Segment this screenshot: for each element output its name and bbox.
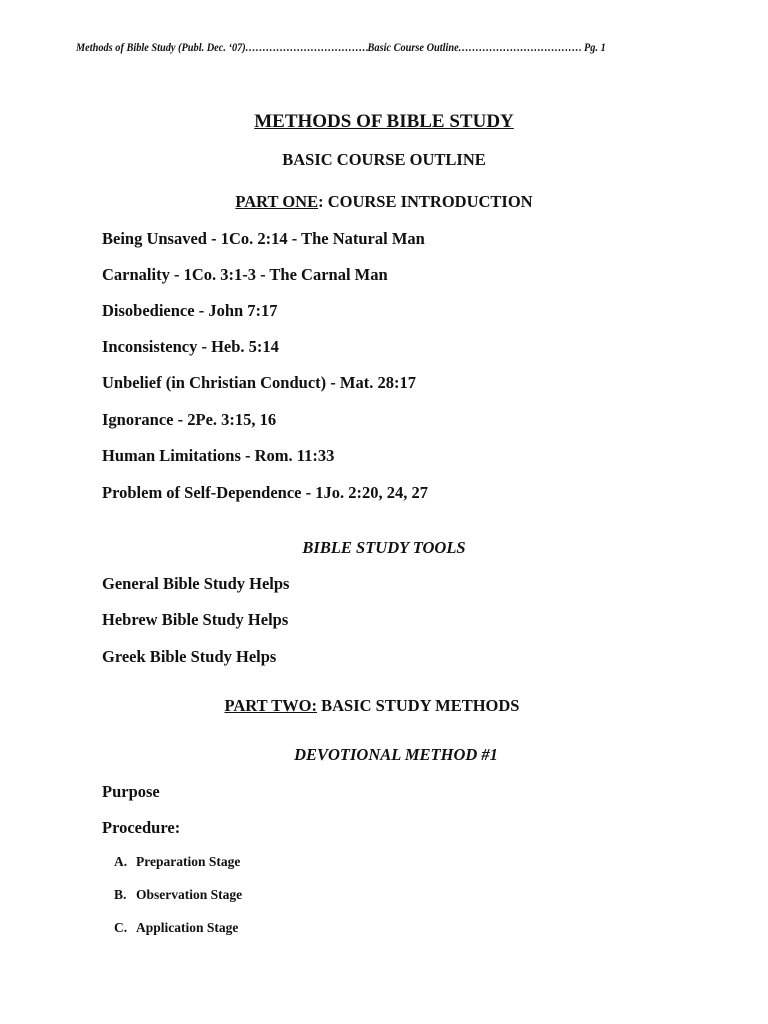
document-subtitle: BASIC COURSE OUTLINE	[282, 150, 486, 169]
item-text: Disobedience - John 7:17	[102, 301, 278, 320]
sub-item-text: Preparation Stage	[136, 854, 241, 869]
item-text: Unbelief (in Christian Conduct) - Mat. 28:17	[102, 373, 416, 392]
item-text: Problem of Self-Dependence - 1Jo. 2:20, 24, 27	[102, 483, 428, 502]
item-text: Inconsistency - Heb. 5:14	[102, 337, 279, 356]
item-text: Ignorance - 2Pe. 3:15, 16	[102, 410, 277, 429]
part-one-label: PART ONE	[235, 192, 319, 211]
header-doc-title: Methods of Bible Study (Publ. Dec. ‘07)	[76, 40, 246, 54]
sub-item-letter: C.	[114, 920, 128, 935]
part-two-label: PART TWO:	[224, 696, 317, 715]
item-text: Human Limitations - Rom. 11:33	[102, 446, 335, 465]
sub-item-text: Observation Stage	[136, 887, 243, 902]
header-section-title: Basic Course Outline	[367, 40, 459, 54]
page-header	[76, 40, 606, 55]
header-leader-dots	[459, 40, 581, 55]
tools-heading: BIBLE STUDY TOOLS	[302, 538, 466, 557]
sub-item-text: Application Stage	[136, 920, 239, 935]
item-text: Purpose	[102, 782, 160, 801]
header-page-number: Pg. 1	[583, 40, 606, 54]
item-text: General Bible Study Helps	[102, 574, 290, 593]
header-leader-dots	[246, 40, 368, 55]
document-title: METHODS OF BIBLE STUDY	[254, 111, 514, 132]
sub-item-letter: A.	[114, 854, 128, 869]
item-text: Hebrew Bible Study Helps	[102, 610, 289, 629]
part-one-title: : COURSE INTRODUCTION	[318, 192, 533, 211]
item-text: Being Unsaved - 1Co. 2:14 - The Natural Man	[102, 229, 425, 248]
devotional-method-heading: DEVOTIONAL METHOD #1	[294, 745, 498, 764]
item-text: Carnality - 1Co. 3:1-3 - The Carnal Man	[102, 265, 388, 284]
sub-item-letter: B.	[114, 887, 127, 902]
part-two-title: BASIC STUDY METHODS	[317, 696, 520, 715]
item-text: Procedure:	[102, 818, 181, 837]
item-text: Greek Bible Study Helps	[102, 647, 277, 666]
part-one-heading	[0, 192, 768, 212]
part-two-heading	[0, 696, 756, 716]
